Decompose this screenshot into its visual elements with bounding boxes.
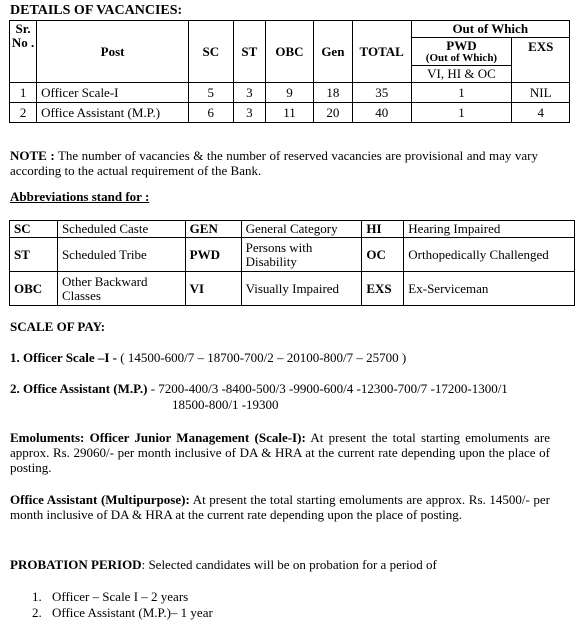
header-sc: SC <box>189 21 233 83</box>
assistant-scale-values: - 7200-400/3 -8400-500/3 -9900-600/4 -12300-700/7 -17200-1300/1 <box>147 381 508 396</box>
emoluments-officer <box>10 430 550 476</box>
vacancies-table <box>9 20 570 123</box>
header-pwd-sub: (Out of Which) <box>425 51 498 64</box>
abbr-code: OC <box>362 238 404 272</box>
officer-scale-values: ( 14500-600/7 – 18700-700/2 – 20100-800/7 – 25700 ) <box>116 350 407 365</box>
header-pwd <box>411 38 512 66</box>
cell-exs: 4 <box>512 103 570 123</box>
assistant-scale-line <box>10 381 508 397</box>
table-row <box>10 272 575 306</box>
probation-label: PROBATION PERIOD <box>10 557 142 572</box>
header-pwd-types: VI, HI & OC <box>411 66 512 83</box>
cell-st: 3 <box>233 103 266 123</box>
cell-obc: 11 <box>266 103 314 123</box>
abbr-meaning: Scheduled Tribe <box>57 238 185 272</box>
emoluments-assistant <box>10 492 550 522</box>
note-text: The number of vacancies & the number of reserved vacancies are provisional and may vary according to the actual requirement of the Bank. <box>10 148 539 178</box>
abbr-meaning: General Category <box>241 221 362 238</box>
cell-sc: 6 <box>189 103 233 123</box>
cell-gen: 18 <box>313 83 352 103</box>
table-row <box>10 103 570 123</box>
emoluments-assistant-label: Office Assistant (Multipurpose): <box>10 492 190 507</box>
emoluments-officer-label: Emoluments: Officer Junior Management (Scale-I): <box>10 430 306 445</box>
header-pwd-label: PWD <box>446 37 477 53</box>
abbreviations-table <box>9 220 575 306</box>
abbr-meaning: Hearing Impaired <box>404 221 575 238</box>
officer-scale-line <box>10 350 406 366</box>
abbr-code: EXS <box>362 272 404 306</box>
vacancies-heading: DETAILS OF VACANCIES: <box>10 3 183 18</box>
cell-exs: NIL <box>512 83 570 103</box>
probation-line <box>10 557 437 573</box>
header-total: TOTAL <box>352 21 411 83</box>
cell-pwd: 1 <box>411 103 512 123</box>
cell-total: 40 <box>352 103 411 123</box>
abbr-meaning: Other Backward Classes <box>57 272 185 306</box>
cell-gen: 20 <box>313 103 352 123</box>
probation-item-text: Officer – Scale I – 2 years <box>52 589 189 604</box>
cell-post: Office Assistant (M.P.) <box>37 103 189 123</box>
abbr-meaning: Scheduled Caste <box>57 221 185 238</box>
cell-sc: 5 <box>189 83 233 103</box>
note-label: NOTE : <box>10 148 55 163</box>
header-sr-no: Sr. No . <box>10 21 37 83</box>
table-row <box>10 221 575 238</box>
officer-scale-label: 1. Officer Scale –I - <box>10 350 117 365</box>
pay-heading: SCALE OF PAY: <box>10 319 106 334</box>
abbr-meaning: Persons with Disability <box>241 238 362 272</box>
abbr-code: ST <box>10 238 58 272</box>
abbr-code: PWD <box>185 238 241 272</box>
abbreviations-heading: Abbreviations stand for : <box>10 189 150 204</box>
note-paragraph <box>10 149 538 179</box>
assistant-scale-continuation: 18500-800/1 -19300 <box>172 397 279 412</box>
probation-item-text: Office Assistant (M.P.)– 1 year <box>52 605 213 620</box>
abbr-code: VI <box>185 272 241 306</box>
table-row <box>10 238 575 272</box>
cell-post: Officer Scale-I <box>37 83 189 103</box>
abbr-meaning: Visually Impaired <box>241 272 362 306</box>
header-post: Post <box>37 21 189 83</box>
header-gen: Gen <box>313 21 352 83</box>
header-out-of-which: Out of Which <box>411 21 570 38</box>
abbr-meaning: Orthopedically Challenged <box>404 238 575 272</box>
abbr-code: SC <box>10 221 58 238</box>
table-row <box>10 83 570 103</box>
cell-sr: 1 <box>10 83 37 103</box>
cell-obc: 9 <box>266 83 314 103</box>
list-item: 2. Office Assistant (M.P.)– 1 year <box>32 605 213 620</box>
header-obc: OBC <box>266 21 314 83</box>
cell-sr: 2 <box>10 103 37 123</box>
emoluments-officer-text: At present the total starting emoluments are approx. Rs. 29060/- per month inclusive of DA & HRA at the current rate depending upon the place of posting. <box>10 430 550 476</box>
emoluments-assistant-text: At present the total starting emoluments are approx. Rs. 14500/- per month inclusive of DA & HRA at the current rate depending upon the place of posting. <box>10 492 550 523</box>
abbr-meaning: Ex-Serviceman <box>404 272 575 306</box>
header-st: ST <box>233 21 266 83</box>
probation-text: : Selected candidates will be on probation for a period of <box>141 557 437 572</box>
assistant-scale-label: 2. Office Assistant (M.P.) <box>10 381 148 396</box>
abbr-code: HI <box>362 221 404 238</box>
cell-total: 35 <box>352 83 411 103</box>
cell-st: 3 <box>233 83 266 103</box>
list-item: 1. Officer – Scale I – 2 years <box>32 589 189 604</box>
abbr-code: GEN <box>185 221 241 238</box>
cell-pwd: 1 <box>411 83 512 103</box>
header-exs: EXS <box>512 38 570 83</box>
abbr-code: OBC <box>10 272 58 306</box>
